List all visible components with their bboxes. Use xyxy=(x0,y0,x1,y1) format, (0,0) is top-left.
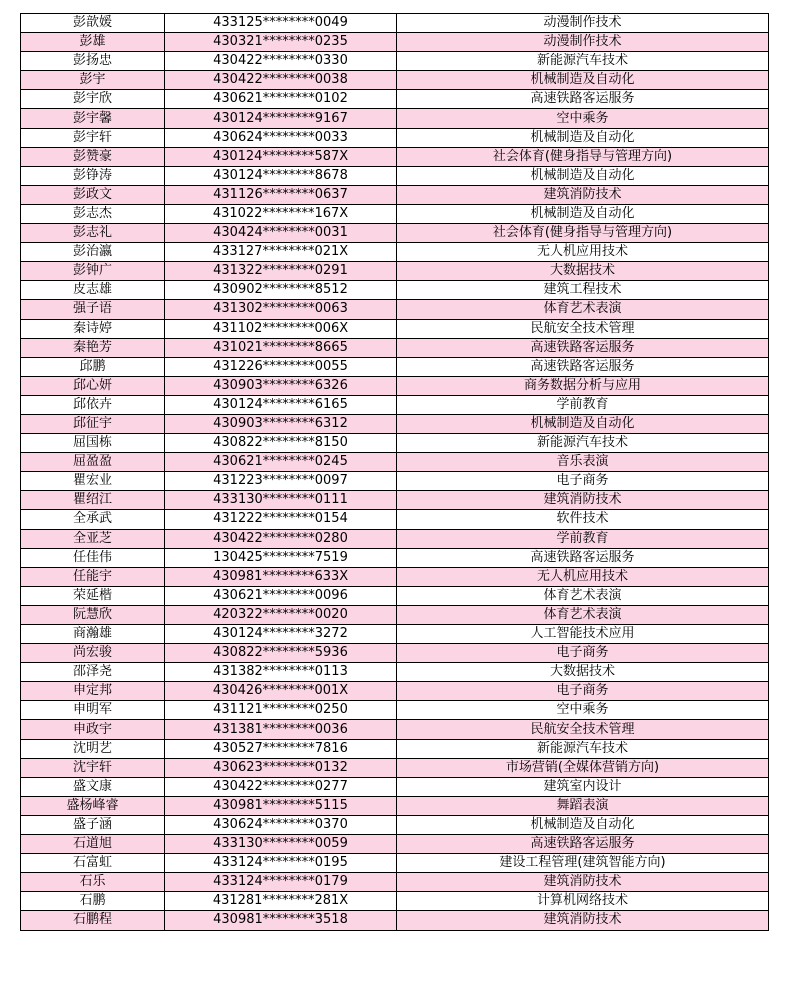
id-number-cell: 431381********0036 xyxy=(165,720,397,739)
id-number-cell: 430903********6312 xyxy=(165,414,397,433)
student-name-cell: 彭宇 xyxy=(21,71,165,90)
student-name-cell: 瞿绍江 xyxy=(21,491,165,510)
student-name-cell: 任能宇 xyxy=(21,567,165,586)
major-cell: 社会体育(健身指导与管理方向) xyxy=(397,147,769,166)
table-row xyxy=(21,720,769,739)
id-number-cell: 430981********5115 xyxy=(165,796,397,815)
student-name-cell: 彭宇轩 xyxy=(21,128,165,147)
major-cell: 电子商务 xyxy=(397,644,769,663)
student-name-cell: 荣延楷 xyxy=(21,586,165,605)
table-row xyxy=(21,777,769,796)
table-row xyxy=(21,128,769,147)
student-name-cell: 强子语 xyxy=(21,300,165,319)
table-row xyxy=(21,567,769,586)
student-name-cell: 皮志雄 xyxy=(21,281,165,300)
student-name-cell: 瞿宏业 xyxy=(21,472,165,491)
table-row xyxy=(21,71,769,90)
id-number-cell: 430424********0031 xyxy=(165,224,397,243)
table-row xyxy=(21,414,769,433)
table-row xyxy=(21,796,769,815)
student-name-cell: 商瀚雄 xyxy=(21,625,165,644)
id-number-cell: 430623********0132 xyxy=(165,758,397,777)
table-row xyxy=(21,892,769,911)
table-row xyxy=(21,682,769,701)
major-cell: 软件技术 xyxy=(397,510,769,529)
student-name-cell: 彭志礼 xyxy=(21,224,165,243)
student-name-cell: 邱鹏 xyxy=(21,357,165,376)
major-cell: 无人机应用技术 xyxy=(397,567,769,586)
id-number-cell: 431302********0063 xyxy=(165,300,397,319)
table-row xyxy=(21,300,769,319)
student-list-table-wrapper xyxy=(20,13,768,931)
table-row xyxy=(21,529,769,548)
student-name-cell: 屈国栋 xyxy=(21,434,165,453)
id-number-cell: 430822********8150 xyxy=(165,434,397,453)
major-cell: 高速铁路客运服务 xyxy=(397,835,769,854)
table-row xyxy=(21,911,769,930)
id-number-cell: 430124********587X xyxy=(165,147,397,166)
table-row xyxy=(21,548,769,567)
student-name-cell: 秦艳芳 xyxy=(21,338,165,357)
id-number-cell: 430321********0235 xyxy=(165,33,397,52)
table-row xyxy=(21,434,769,453)
id-number-cell: 430903********6326 xyxy=(165,376,397,395)
student-name-cell: 彭治瀛 xyxy=(21,243,165,262)
id-number-cell: 430981********633X xyxy=(165,567,397,586)
id-number-cell: 431121********0250 xyxy=(165,701,397,720)
major-cell: 体育艺术表演 xyxy=(397,605,769,624)
id-number-cell: 430422********0038 xyxy=(165,71,397,90)
major-cell: 机械制造及自动化 xyxy=(397,166,769,185)
major-cell: 机械制造及自动化 xyxy=(397,204,769,223)
id-number-cell: 430624********0370 xyxy=(165,815,397,834)
table-row xyxy=(21,243,769,262)
major-cell: 音乐表演 xyxy=(397,453,769,472)
table-row xyxy=(21,395,769,414)
table-row xyxy=(21,758,769,777)
id-number-cell: 431126********0637 xyxy=(165,185,397,204)
id-number-cell: 430124********8678 xyxy=(165,166,397,185)
id-number-cell: 433130********0059 xyxy=(165,835,397,854)
major-cell: 市场营销(全媒体营销方向) xyxy=(397,758,769,777)
major-cell: 高速铁路客运服务 xyxy=(397,338,769,357)
major-cell: 高速铁路客运服务 xyxy=(397,90,769,109)
major-cell: 建筑工程技术 xyxy=(397,281,769,300)
major-cell: 计算机网络技术 xyxy=(397,892,769,911)
major-cell: 无人机应用技术 xyxy=(397,243,769,262)
id-number-cell: 431021********8665 xyxy=(165,338,397,357)
table-row xyxy=(21,147,769,166)
table-row xyxy=(21,376,769,395)
id-number-cell: 433130********0111 xyxy=(165,491,397,510)
student-name-cell: 彭政文 xyxy=(21,185,165,204)
id-number-cell: 430621********0245 xyxy=(165,453,397,472)
table-row xyxy=(21,52,769,71)
table-row xyxy=(21,14,769,33)
major-cell: 体育艺术表演 xyxy=(397,300,769,319)
id-number-cell: 433124********0179 xyxy=(165,873,397,892)
major-cell: 动漫制作技术 xyxy=(397,14,769,33)
student-name-cell: 彭钟广 xyxy=(21,262,165,281)
major-cell: 高速铁路客运服务 xyxy=(397,548,769,567)
student-name-cell: 彭宇欣 xyxy=(21,90,165,109)
table-row xyxy=(21,491,769,510)
table-row xyxy=(21,815,769,834)
student-name-cell: 彭雄 xyxy=(21,33,165,52)
major-cell: 学前教育 xyxy=(397,395,769,414)
student-name-cell: 石道旭 xyxy=(21,835,165,854)
id-number-cell: 431226********0055 xyxy=(165,357,397,376)
major-cell: 建设工程管理(建筑智能方向) xyxy=(397,854,769,873)
table-row xyxy=(21,644,769,663)
id-number-cell: 420322********0020 xyxy=(165,605,397,624)
major-cell: 机械制造及自动化 xyxy=(397,128,769,147)
id-number-cell: 431222********0154 xyxy=(165,510,397,529)
id-number-cell: 431322********0291 xyxy=(165,262,397,281)
major-cell: 大数据技术 xyxy=(397,663,769,682)
major-cell: 高速铁路客运服务 xyxy=(397,357,769,376)
major-cell: 电子商务 xyxy=(397,472,769,491)
id-number-cell: 430124********3272 xyxy=(165,625,397,644)
table-row xyxy=(21,854,769,873)
student-name-cell: 盛子涵 xyxy=(21,815,165,834)
student-name-cell: 邱征宇 xyxy=(21,414,165,433)
student-name-cell: 邵泽尧 xyxy=(21,663,165,682)
major-cell: 人工智能技术应用 xyxy=(397,625,769,644)
table-row xyxy=(21,281,769,300)
id-number-cell: 430426********001X xyxy=(165,682,397,701)
student-list-table xyxy=(20,13,769,931)
major-cell: 建筑消防技术 xyxy=(397,911,769,930)
id-number-cell: 431223********0097 xyxy=(165,472,397,491)
major-cell: 空中乘务 xyxy=(397,109,769,128)
table-row xyxy=(21,605,769,624)
table-row xyxy=(21,586,769,605)
id-number-cell: 430422********0330 xyxy=(165,52,397,71)
table-row xyxy=(21,453,769,472)
major-cell: 新能源汽车技术 xyxy=(397,434,769,453)
id-number-cell: 431382********0113 xyxy=(165,663,397,682)
student-name-cell: 盛文康 xyxy=(21,777,165,796)
student-name-cell: 石乐 xyxy=(21,873,165,892)
major-cell: 建筑消防技术 xyxy=(397,491,769,510)
student-name-cell: 申明军 xyxy=(21,701,165,720)
major-cell: 动漫制作技术 xyxy=(397,33,769,52)
major-cell: 社会体育(健身指导与管理方向) xyxy=(397,224,769,243)
id-number-cell: 430422********0277 xyxy=(165,777,397,796)
major-cell: 商务数据分析与应用 xyxy=(397,376,769,395)
table-row xyxy=(21,835,769,854)
table-row xyxy=(21,873,769,892)
student-name-cell: 彭扬忠 xyxy=(21,52,165,71)
id-number-cell: 430621********0096 xyxy=(165,586,397,605)
table-row xyxy=(21,357,769,376)
student-name-cell: 邱依卉 xyxy=(21,395,165,414)
student-name-cell: 彭铮涛 xyxy=(21,166,165,185)
table-row xyxy=(21,319,769,338)
table-row xyxy=(21,338,769,357)
student-name-cell: 尚宏骏 xyxy=(21,644,165,663)
major-cell: 建筑室内设计 xyxy=(397,777,769,796)
major-cell: 空中乘务 xyxy=(397,701,769,720)
major-cell: 大数据技术 xyxy=(397,262,769,281)
student-name-cell: 申政宇 xyxy=(21,720,165,739)
table-row xyxy=(21,224,769,243)
major-cell: 建筑消防技术 xyxy=(397,185,769,204)
major-cell: 学前教育 xyxy=(397,529,769,548)
student-name-cell: 彭宇馨 xyxy=(21,109,165,128)
major-cell: 机械制造及自动化 xyxy=(397,414,769,433)
student-name-cell: 石鹏程 xyxy=(21,911,165,930)
major-cell: 电子商务 xyxy=(397,682,769,701)
student-name-cell: 全亚芝 xyxy=(21,529,165,548)
student-name-cell: 秦诗婷 xyxy=(21,319,165,338)
id-number-cell: 431281********281X xyxy=(165,892,397,911)
major-cell: 机械制造及自动化 xyxy=(397,815,769,834)
id-number-cell: 431102********006X xyxy=(165,319,397,338)
id-number-cell: 430124********9167 xyxy=(165,109,397,128)
student-list-body xyxy=(21,14,769,931)
id-number-cell: 430621********0102 xyxy=(165,90,397,109)
id-number-cell: 430124********6165 xyxy=(165,395,397,414)
table-row xyxy=(21,701,769,720)
student-name-cell: 任佳伟 xyxy=(21,548,165,567)
table-row xyxy=(21,204,769,223)
id-number-cell: 433125********0049 xyxy=(165,14,397,33)
student-name-cell: 石富虹 xyxy=(21,854,165,873)
major-cell: 建筑消防技术 xyxy=(397,873,769,892)
id-number-cell: 433127********021X xyxy=(165,243,397,262)
id-number-cell: 430527********7816 xyxy=(165,739,397,758)
id-number-cell: 430902********8512 xyxy=(165,281,397,300)
id-number-cell: 430422********0280 xyxy=(165,529,397,548)
table-row xyxy=(21,472,769,491)
student-name-cell: 阮慧欣 xyxy=(21,605,165,624)
major-cell: 新能源汽车技术 xyxy=(397,739,769,758)
table-row xyxy=(21,510,769,529)
student-name-cell: 彭歆媛 xyxy=(21,14,165,33)
student-name-cell: 彭赞豪 xyxy=(21,147,165,166)
major-cell: 新能源汽车技术 xyxy=(397,52,769,71)
table-row xyxy=(21,739,769,758)
student-name-cell: 申定邦 xyxy=(21,682,165,701)
table-row xyxy=(21,663,769,682)
table-row xyxy=(21,33,769,52)
major-cell: 机械制造及自动化 xyxy=(397,71,769,90)
major-cell: 民航安全技术管理 xyxy=(397,720,769,739)
student-name-cell: 屈盈盈 xyxy=(21,453,165,472)
id-number-cell: 431022********167X xyxy=(165,204,397,223)
student-name-cell: 全承武 xyxy=(21,510,165,529)
major-cell: 民航安全技术管理 xyxy=(397,319,769,338)
table-row xyxy=(21,90,769,109)
student-name-cell: 邱心妍 xyxy=(21,376,165,395)
student-name-cell: 盛杨峰睿 xyxy=(21,796,165,815)
table-row xyxy=(21,166,769,185)
student-name-cell: 沈宇轩 xyxy=(21,758,165,777)
id-number-cell: 433124********0195 xyxy=(165,854,397,873)
table-row xyxy=(21,185,769,204)
id-number-cell: 430981********3518 xyxy=(165,911,397,930)
table-row xyxy=(21,625,769,644)
major-cell: 体育艺术表演 xyxy=(397,586,769,605)
id-number-cell: 430624********0033 xyxy=(165,128,397,147)
table-row xyxy=(21,109,769,128)
id-number-cell: 430822********5936 xyxy=(165,644,397,663)
student-name-cell: 彭志杰 xyxy=(21,204,165,223)
id-number-cell: 130425********7519 xyxy=(165,548,397,567)
student-name-cell: 沈明艺 xyxy=(21,739,165,758)
table-row xyxy=(21,262,769,281)
major-cell: 舞蹈表演 xyxy=(397,796,769,815)
student-name-cell: 石鹏 xyxy=(21,892,165,911)
